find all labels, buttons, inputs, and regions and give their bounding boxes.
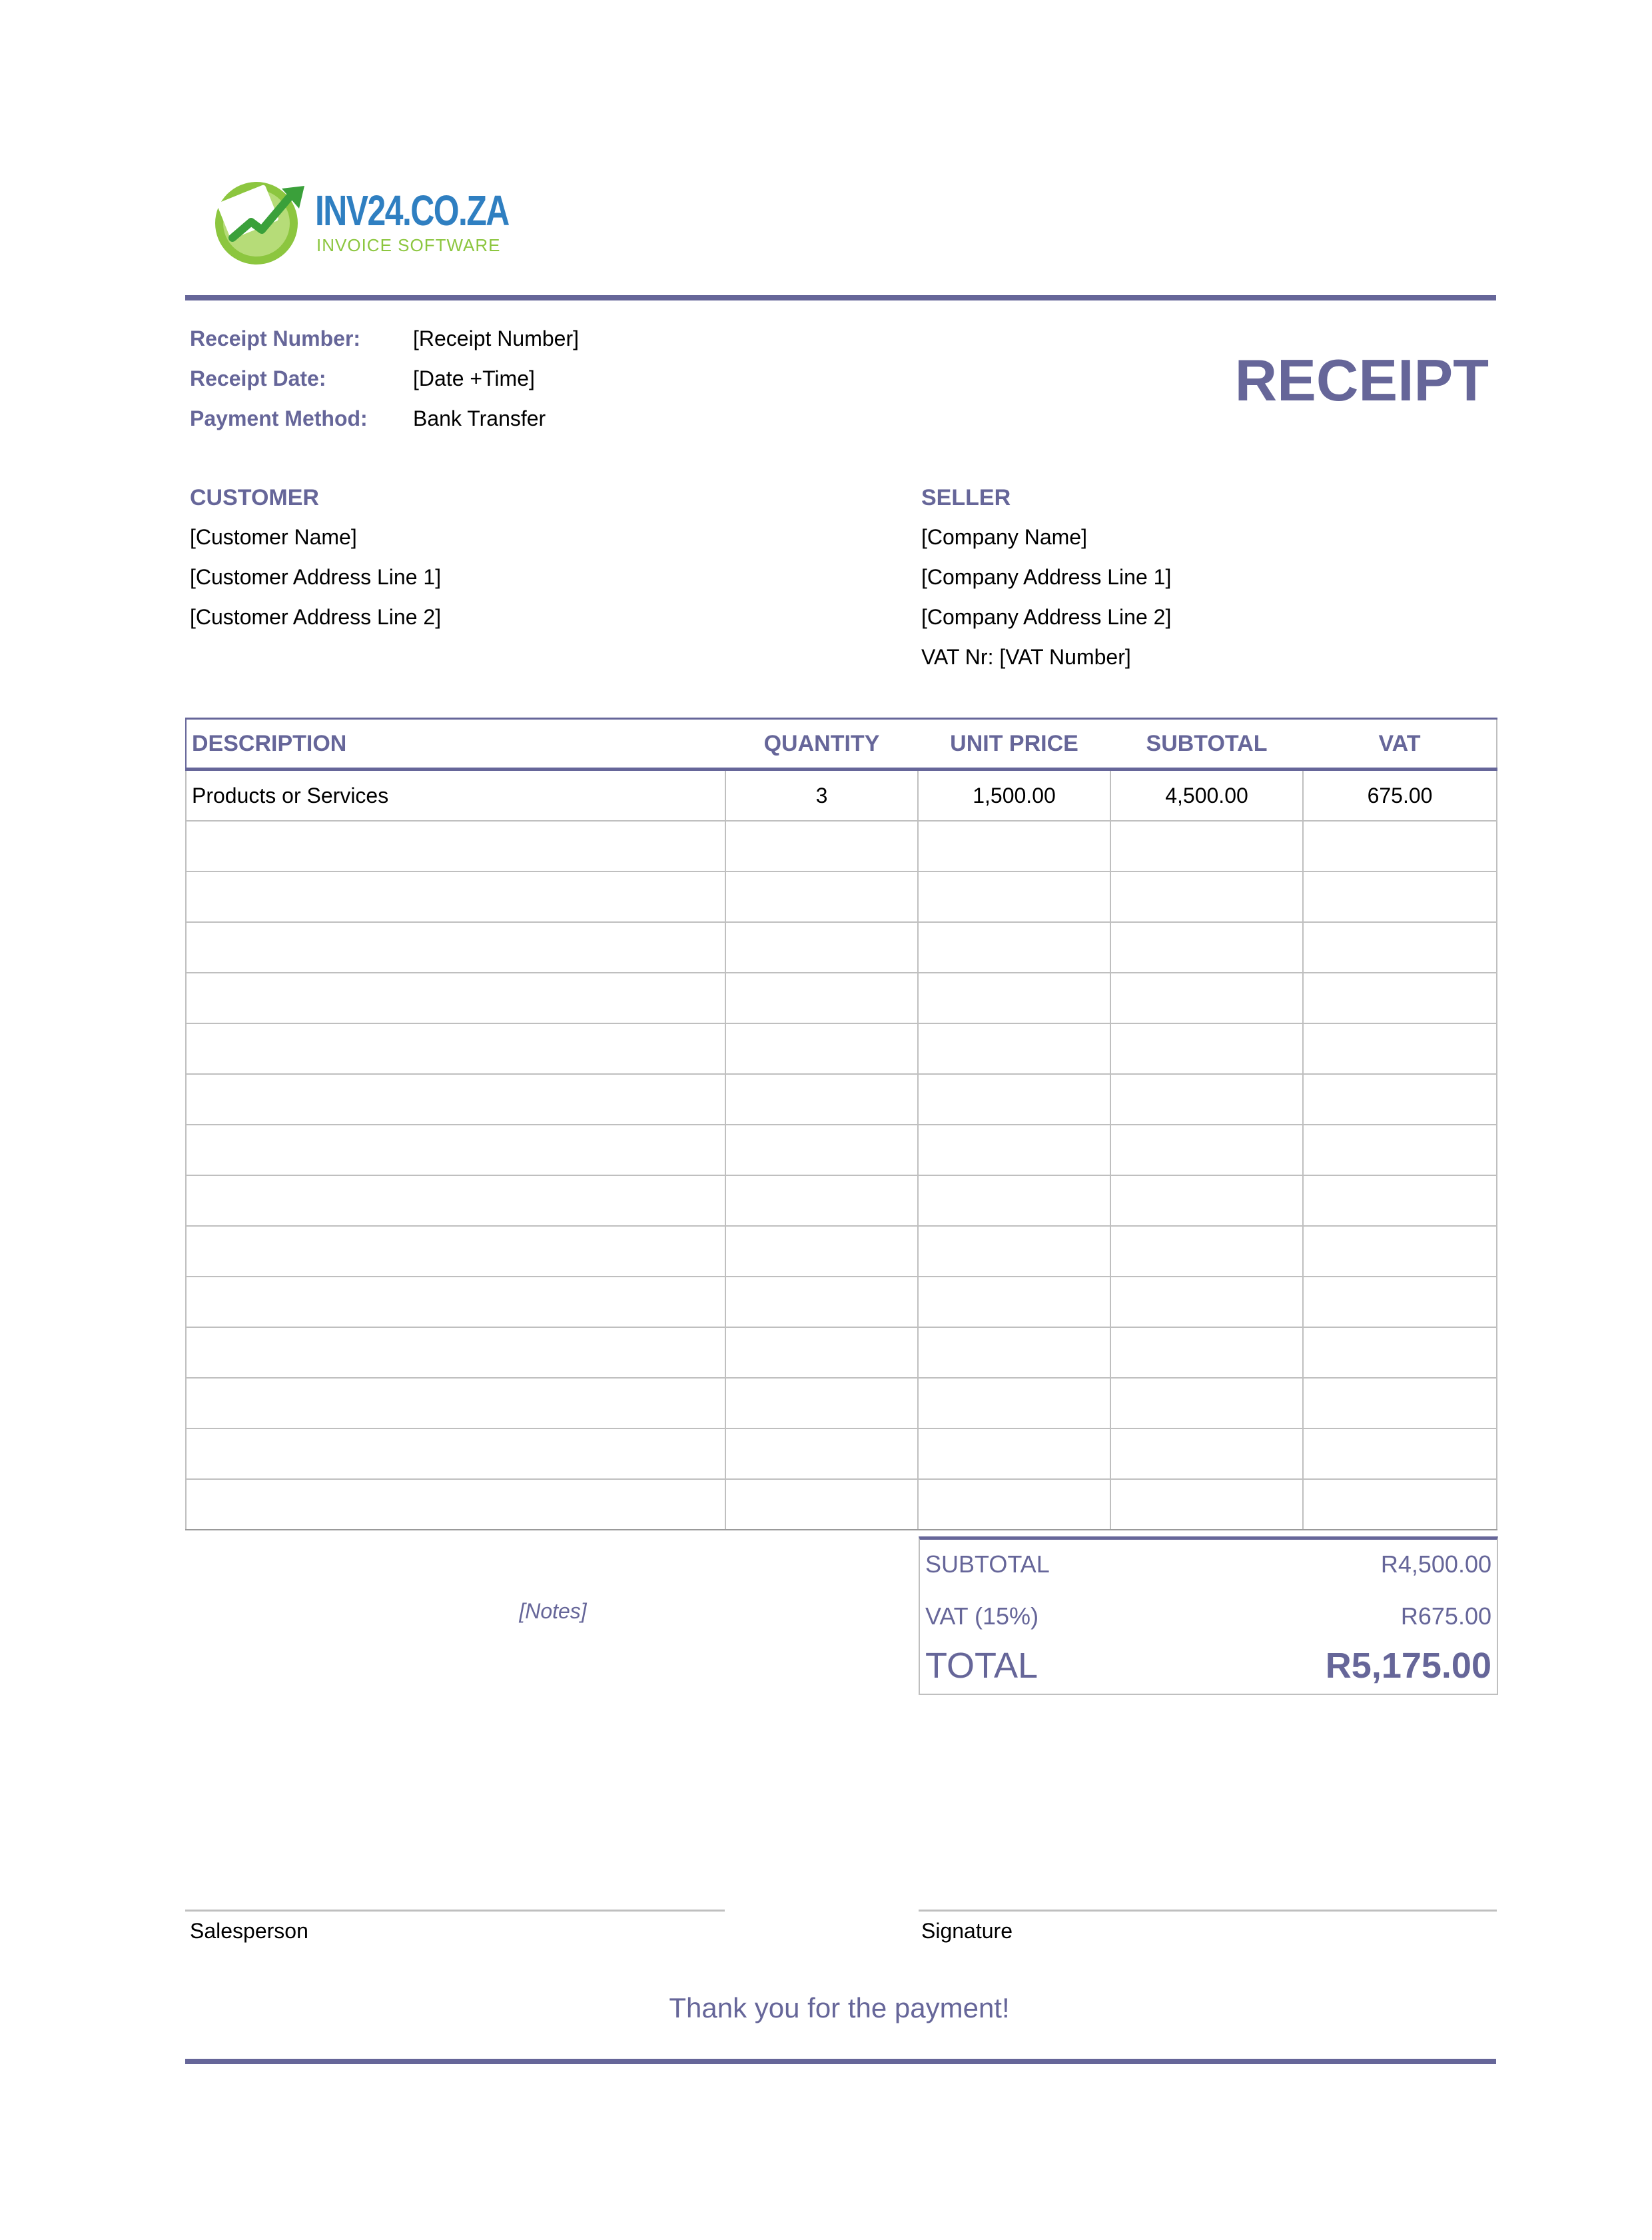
cell-quantity [725, 871, 918, 922]
table-row [186, 1277, 1497, 1327]
total-value: R5,175.00 [1325, 1646, 1491, 1686]
cell-vat [1303, 821, 1497, 871]
cell-vat [1303, 1023, 1497, 1074]
table-row [186, 871, 1497, 922]
column-header-unit-price: UNIT PRICE [918, 719, 1110, 770]
cell-vat [1303, 922, 1497, 973]
cell-vat [1303, 1226, 1497, 1277]
cell-description [186, 1479, 725, 1530]
customer-name: [Customer Name] [190, 525, 357, 549]
seller-company-name: [Company Name] [921, 525, 1087, 549]
salesperson-label: Salesperson [190, 1919, 308, 1943]
cell-subtotal [1110, 1378, 1303, 1428]
seller-heading: SELLER [921, 485, 1011, 510]
cell-vat: 675.00 [1303, 770, 1497, 822]
cell-quantity [725, 922, 918, 973]
cell-quantity [725, 1023, 918, 1074]
cell-subtotal [1110, 1125, 1303, 1175]
cell-unit-price [918, 1327, 1110, 1378]
cell-vat [1303, 1378, 1497, 1428]
company-logo [210, 170, 516, 263]
cell-unit-price [918, 973, 1110, 1023]
cell-quantity [725, 1074, 918, 1125]
cell-subtotal [1110, 1479, 1303, 1530]
seller-address-line-2: [Company Address Line 2] [921, 605, 1172, 629]
logo-growth-icon [210, 174, 310, 267]
cell-vat [1303, 1277, 1497, 1327]
vat-label: VAT (15%) [925, 1602, 1039, 1630]
cell-unit-price [918, 1023, 1110, 1074]
subtotal-label: SUBTOTAL [925, 1550, 1050, 1578]
cell-description [186, 1125, 725, 1175]
cell-unit-price [918, 871, 1110, 922]
cell-description [186, 973, 725, 1023]
cell-subtotal [1110, 1023, 1303, 1074]
cell-unit-price [918, 821, 1110, 871]
top-rule [185, 295, 1496, 300]
customer-heading: CUSTOMER [190, 485, 319, 510]
cell-unit-price [918, 1428, 1110, 1479]
receipt-number-value: [Receipt Number] [413, 326, 579, 350]
seller-vat-number: VAT Nr: [VAT Number] [921, 645, 1131, 669]
table-row [186, 1428, 1497, 1479]
receipt-number-label: Receipt Number: [190, 326, 361, 350]
table-row [186, 770, 1497, 822]
cell-quantity [725, 821, 918, 871]
cell-quantity [725, 1428, 918, 1479]
table-row [186, 922, 1497, 973]
cell-quantity [725, 1277, 918, 1327]
cell-description [186, 1277, 725, 1327]
cell-subtotal [1110, 1226, 1303, 1277]
cell-quantity [725, 1327, 918, 1378]
cell-description [186, 1175, 725, 1226]
cell-subtotal [1110, 973, 1303, 1023]
cell-quantity [725, 1226, 918, 1277]
logo-name: INV24.CO.ZA [315, 187, 509, 235]
table-row [186, 1226, 1497, 1277]
cell-quantity [725, 1125, 918, 1175]
cell-quantity [725, 973, 918, 1023]
table-row [186, 1023, 1497, 1074]
table-row [186, 1378, 1497, 1428]
table-row [186, 1074, 1497, 1125]
totals-box [919, 1536, 1498, 1695]
receipt-date-label: Receipt Date: [190, 366, 326, 390]
thank-you-message: Thank you for the payment! [669, 1992, 1010, 2023]
customer-address-line-2: [Customer Address Line 2] [190, 605, 442, 629]
receipt-date-value: [Date +Time] [413, 366, 535, 390]
cell-subtotal [1110, 1327, 1303, 1378]
page-title: RECEIPT [1234, 347, 1489, 413]
payment-method-value: Bank Transfer [413, 406, 546, 430]
items-table [185, 718, 1496, 1530]
cell-quantity [725, 1479, 918, 1530]
cell-description [186, 1378, 725, 1428]
cell-vat [1303, 1479, 1497, 1530]
cell-subtotal [1110, 871, 1303, 922]
cell-vat [1303, 1074, 1497, 1125]
cell-description [186, 821, 725, 871]
column-header-subtotal: SUBTOTAL [1110, 719, 1303, 770]
signature-line [919, 1910, 1497, 1912]
table-header-row [186, 719, 1497, 770]
cell-description [186, 1074, 725, 1125]
cell-quantity: 3 [725, 770, 918, 822]
vat-value: R675.00 [1400, 1602, 1491, 1630]
subtotal-value: R4,500.00 [1380, 1550, 1491, 1578]
cell-unit-price [918, 1074, 1110, 1125]
column-header-quantity: QUANTITY [725, 719, 918, 770]
cell-unit-price [918, 922, 1110, 973]
payment-method-label: Payment Method: [190, 406, 368, 430]
cell-vat [1303, 1327, 1497, 1378]
total-label: TOTAL [925, 1646, 1038, 1686]
table-row [186, 1479, 1497, 1530]
cell-unit-price [918, 1226, 1110, 1277]
logo-tagline: INVOICE SOFTWARE [316, 235, 501, 255]
cell-unit-price [918, 1277, 1110, 1327]
cell-description [186, 922, 725, 973]
cell-vat [1303, 1125, 1497, 1175]
cell-description: Products or Services [186, 770, 725, 822]
cell-description [186, 871, 725, 922]
column-header-description: DESCRIPTION [186, 719, 725, 770]
signature-label: Signature [921, 1919, 1013, 1943]
table-row [186, 1175, 1497, 1226]
cell-unit-price [918, 1125, 1110, 1175]
cell-unit-price: 1,500.00 [918, 770, 1110, 822]
cell-quantity [725, 1378, 918, 1428]
cell-vat [1303, 1175, 1497, 1226]
cell-vat [1303, 871, 1497, 922]
cell-subtotal [1110, 1175, 1303, 1226]
salesperson-line [185, 1910, 725, 1912]
cell-unit-price [918, 1479, 1110, 1530]
cell-subtotal [1110, 1428, 1303, 1479]
notes: [Notes] [519, 1599, 587, 1623]
cell-description [186, 1226, 725, 1277]
table-row [186, 973, 1497, 1023]
table-row [186, 1327, 1497, 1378]
cell-unit-price [918, 1175, 1110, 1226]
customer-address-line-1: [Customer Address Line 1] [190, 565, 442, 589]
seller-address-line-1: [Company Address Line 1] [921, 565, 1172, 589]
cell-description [186, 1428, 725, 1479]
cell-subtotal [1110, 821, 1303, 871]
cell-vat [1303, 1428, 1497, 1479]
table-row [186, 821, 1497, 871]
cell-subtotal [1110, 1074, 1303, 1125]
column-header-vat: VAT [1303, 719, 1497, 770]
cell-description [186, 1023, 725, 1074]
cell-subtotal [1110, 1277, 1303, 1327]
table-row [186, 1125, 1497, 1175]
cell-unit-price [918, 1378, 1110, 1428]
bottom-rule [185, 2059, 1496, 2064]
cell-description [186, 1327, 725, 1378]
cell-subtotal [1110, 922, 1303, 973]
cell-vat [1303, 973, 1497, 1023]
cell-subtotal: 4,500.00 [1110, 770, 1303, 822]
cell-quantity [725, 1175, 918, 1226]
